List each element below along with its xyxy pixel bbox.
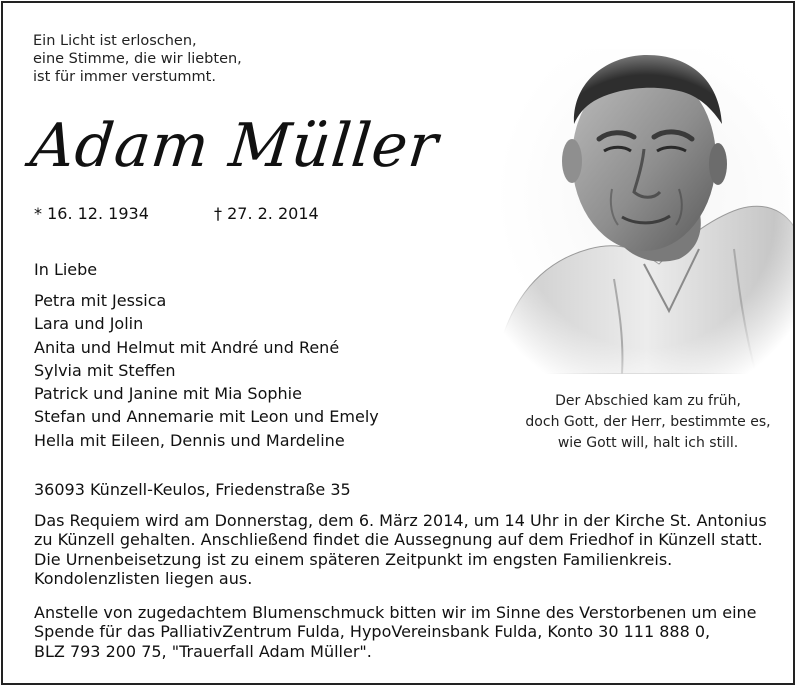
- mourner-line: Lara und Jolin: [34, 314, 144, 334]
- death-date: † 27. 2. 2014: [214, 204, 319, 223]
- notice-line: zu Künzell gehalten. Anschließend findet die Aussegnung auf dem Friedhof in Künzell statt.: [34, 530, 763, 550]
- notice-line: Die Urnenbeisetzung ist zu einem späteren Zeitpunkt im engsten Familienkreis.: [34, 549, 673, 569]
- portrait-photo: [494, 49, 795, 374]
- quote-line: wie Gott will, halt ich still.: [557, 435, 739, 451]
- quote-line: doch Gott, der Herr, bestimmte es,: [525, 414, 771, 430]
- mourners-list: [34, 289, 379, 452]
- donation-request: [34, 603, 757, 661]
- obituary-card: [1, 1, 795, 685]
- mourners-intro: In Liebe: [34, 260, 98, 279]
- mourner-line: Hella mit Eileen, Dennis und Mardeline: [34, 430, 345, 450]
- birth-date: * 16. 12. 1934: [34, 204, 149, 223]
- deceased-name: Adam Müller: [27, 111, 442, 181]
- mourner-line: Patrick und Janine mit Mia Sophie: [34, 384, 302, 404]
- motto: [33, 32, 242, 86]
- funeral-notice: [34, 511, 767, 589]
- quote-line: Der Abschied kam zu früh,: [555, 393, 741, 409]
- portrait-illustration: [494, 49, 795, 374]
- mourner-line: Sylvia mit Steffen: [34, 360, 176, 380]
- mourner-line: Petra mit Jessica: [34, 291, 167, 310]
- donation-line: BLZ 793 200 75, "Trauerfall Adam Müller".: [34, 641, 372, 661]
- mourner-line: Anita und Helmut mit André und René: [34, 337, 340, 357]
- mourner-line: Stefan und Annemarie mit Leon und Emely: [34, 407, 379, 427]
- life-dates: [34, 204, 319, 223]
- farewell-quote: [508, 391, 788, 454]
- motto-line: ist für immer verstummt.: [33, 69, 216, 85]
- family-address: 36093 Künzell-Keulos, Friedenstraße 35: [34, 480, 351, 499]
- motto-line: eine Stimme, die wir liebten,: [33, 51, 242, 67]
- donation-line: Spende für das PalliativZentrum Fulda, HypoVereinsbank Fulda, Konto 30 111 888 0,: [34, 622, 711, 642]
- donation-line: Anstelle von zugedachtem Blumenschmuck bitten wir im Sinne des Verstorbenen um eine: [34, 603, 757, 622]
- notice-line: Kondolenzlisten liegen aus.: [34, 569, 253, 589]
- motto-line: Ein Licht ist erloschen,: [33, 33, 197, 49]
- notice-line: Das Requiem wird am Donnerstag, dem 6. März 2014, um 14 Uhr in der Kirche St. Antonius: [34, 511, 767, 530]
